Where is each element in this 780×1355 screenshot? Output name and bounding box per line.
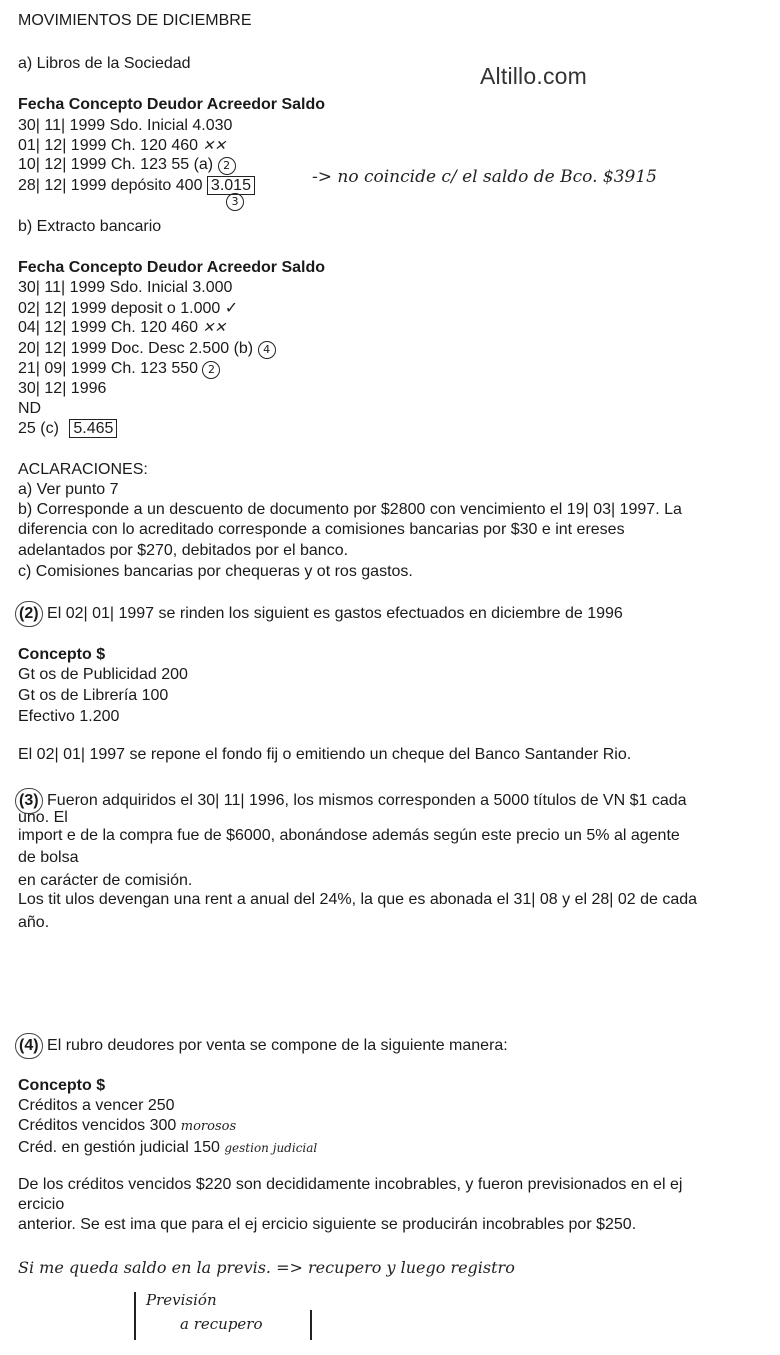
concept-header: Concepto $ — [18, 646, 106, 663]
point-number: (4) — [15, 1033, 43, 1059]
point-number: (3) — [15, 788, 43, 814]
circled-3-mark: 3 — [226, 193, 244, 211]
point-number: (2) — [15, 601, 43, 627]
point-3-line: (3) Fueron adquiridos el 30| 11| 1996, los mismos corresponden a 5000 títulos de VN $1 cada — [18, 788, 687, 814]
aclaraciones-heading: ACLARACIONES: — [18, 461, 148, 478]
handwritten-annotation: morosos — [180, 1119, 237, 1134]
section-a-row: 01| 12| 1999 Ch. 120 460 ✕✕ — [18, 137, 226, 154]
concept-item: Créd. en gestión judicial 150 gestion judicial — [18, 1139, 318, 1156]
section-b-header: Fecha Concepto Deudor Acreedor Saldo — [18, 259, 326, 276]
aclaracion-line: a) Ver punto 7 — [18, 481, 119, 498]
point-3-line: Los tit ulos devengan una rent a anual del 24%, la que es abonada el 31| 08 y el 28| 02 de cada — [18, 891, 698, 908]
circled-2-mark: 2 — [218, 157, 236, 175]
point-3-line: de bolsa — [18, 849, 79, 866]
section-a-row: 10| 12| 1999 Ch. 123 55 (a) 2 — [18, 155, 236, 175]
handwritten-note: -> no coincide c/ el saldo de Bco. $3915 — [312, 167, 657, 187]
section-b-row: ND — [18, 400, 42, 417]
section-b-row: 04| 12| 1999 Ch. 120 460 ✕✕ — [18, 319, 226, 336]
handwritten-bracket-left — [134, 1292, 136, 1340]
section-b-row: 02| 12| 1999 deposit o 1.000 ✓ — [18, 298, 239, 317]
section-b-row: 30| 11| 1999 Sdo. Inicial 3.000 — [18, 279, 233, 296]
section-b-row: 25 (c) 5.465 — [18, 419, 117, 439]
section-b-row: 21| 09| 1999 Ch. 123 550 2 — [18, 359, 220, 379]
point-4-intro: (4) El rubro deudores por venta se compone de la siguiente manera: — [18, 1033, 508, 1059]
concept-item: Efectivo 1.200 — [18, 708, 120, 725]
page-title: MOVIMIENTOS DE DICIEMBRE — [18, 12, 252, 29]
section-a-header: Fecha Concepto Deudor Acreedor Saldo — [18, 96, 326, 113]
section-b-row: 20| 12| 1999 Doc. Desc 2.500 (b) 4 — [18, 339, 276, 359]
aclaracion-line: c) Comisiones bancarias por chequeras y ot ros gastos. — [18, 563, 413, 580]
section-a-row: 30| 11| 1999 Sdo. Inicial 4.030 — [18, 117, 233, 134]
section-b-row: 30| 12| 1996 — [18, 380, 107, 397]
point-4-line: anterior. Se est ima que para el ej ercicio siguiente se producirán incobrables por $250. — [18, 1216, 637, 1233]
boxed-balance: 3.015 — [207, 176, 255, 195]
concept-item: Gt os de Librería 100 — [18, 687, 169, 704]
handwritten-note: Si me queda saldo en la previs. => recupero y luego registro — [18, 1258, 515, 1277]
boxed-balance: 5.465 — [69, 419, 117, 438]
aclaracion-line: diferencia con lo acreditado corresponde a comisiones bancarias por $30 e int ereses — [18, 521, 625, 538]
point-4-line: ercicio — [18, 1196, 65, 1213]
watermark-logo: Altillo.com — [480, 63, 588, 89]
handwritten-bracket-right — [310, 1310, 312, 1340]
point-3-line: import e de la compra fue de $6000, abonándose además según este precio un 5% al agente — [18, 827, 680, 844]
concept-header: Concepto $ — [18, 1077, 106, 1094]
point-3-line: en carácter de comisión. — [18, 872, 193, 889]
handwritten-note: a recupero — [180, 1315, 263, 1333]
circled-4-mark: 4 — [258, 341, 276, 359]
point-3-line: año. — [18, 914, 50, 931]
circled-2-mark: 2 — [202, 361, 220, 379]
section-b-label: b) Extracto bancario — [18, 218, 162, 235]
handwritten-xx-mark: ✕✕ — [202, 320, 226, 336]
point-2-closing: El 02| 01| 1997 se repone el fondo fij o emitiendo un cheque del Banco Santander Rio. — [18, 746, 632, 763]
concept-item: Créditos vencidos 300 morosos — [18, 1117, 237, 1134]
point-3-line: uno. El — [18, 809, 68, 826]
handwritten-note: Previsión — [146, 1291, 217, 1309]
point-2-intro: (2) El 02| 01| 1997 se rinden los siguient es gastos efectuados en diciembre de 1996 — [18, 601, 623, 627]
handwritten-annotation: gestion judicial — [224, 1141, 318, 1155]
concept-item: Créditos a vencer 250 — [18, 1097, 175, 1114]
section-a-label: a) Libros de la Sociedad — [18, 55, 191, 72]
section-a-row: 28| 12| 1999 depósito 400 3.015 — [18, 176, 255, 196]
aclaracion-line: b) Corresponde a un descuento de documento por $2800 con vencimiento el 19| 03| 1997. La — [18, 501, 682, 518]
point-4-line: De los créditos vencidos $220 son decididamente incobrables, y fueron previsionados en el ej — [18, 1176, 683, 1193]
concept-item: Gt os de Publicidad 200 — [18, 666, 188, 683]
handwritten-check-mark: ✓ — [224, 298, 239, 317]
handwritten-xx-mark: ✕✕ — [202, 138, 226, 154]
aclaracion-line: adelantados por $270, debitados por el banco. — [18, 542, 349, 559]
